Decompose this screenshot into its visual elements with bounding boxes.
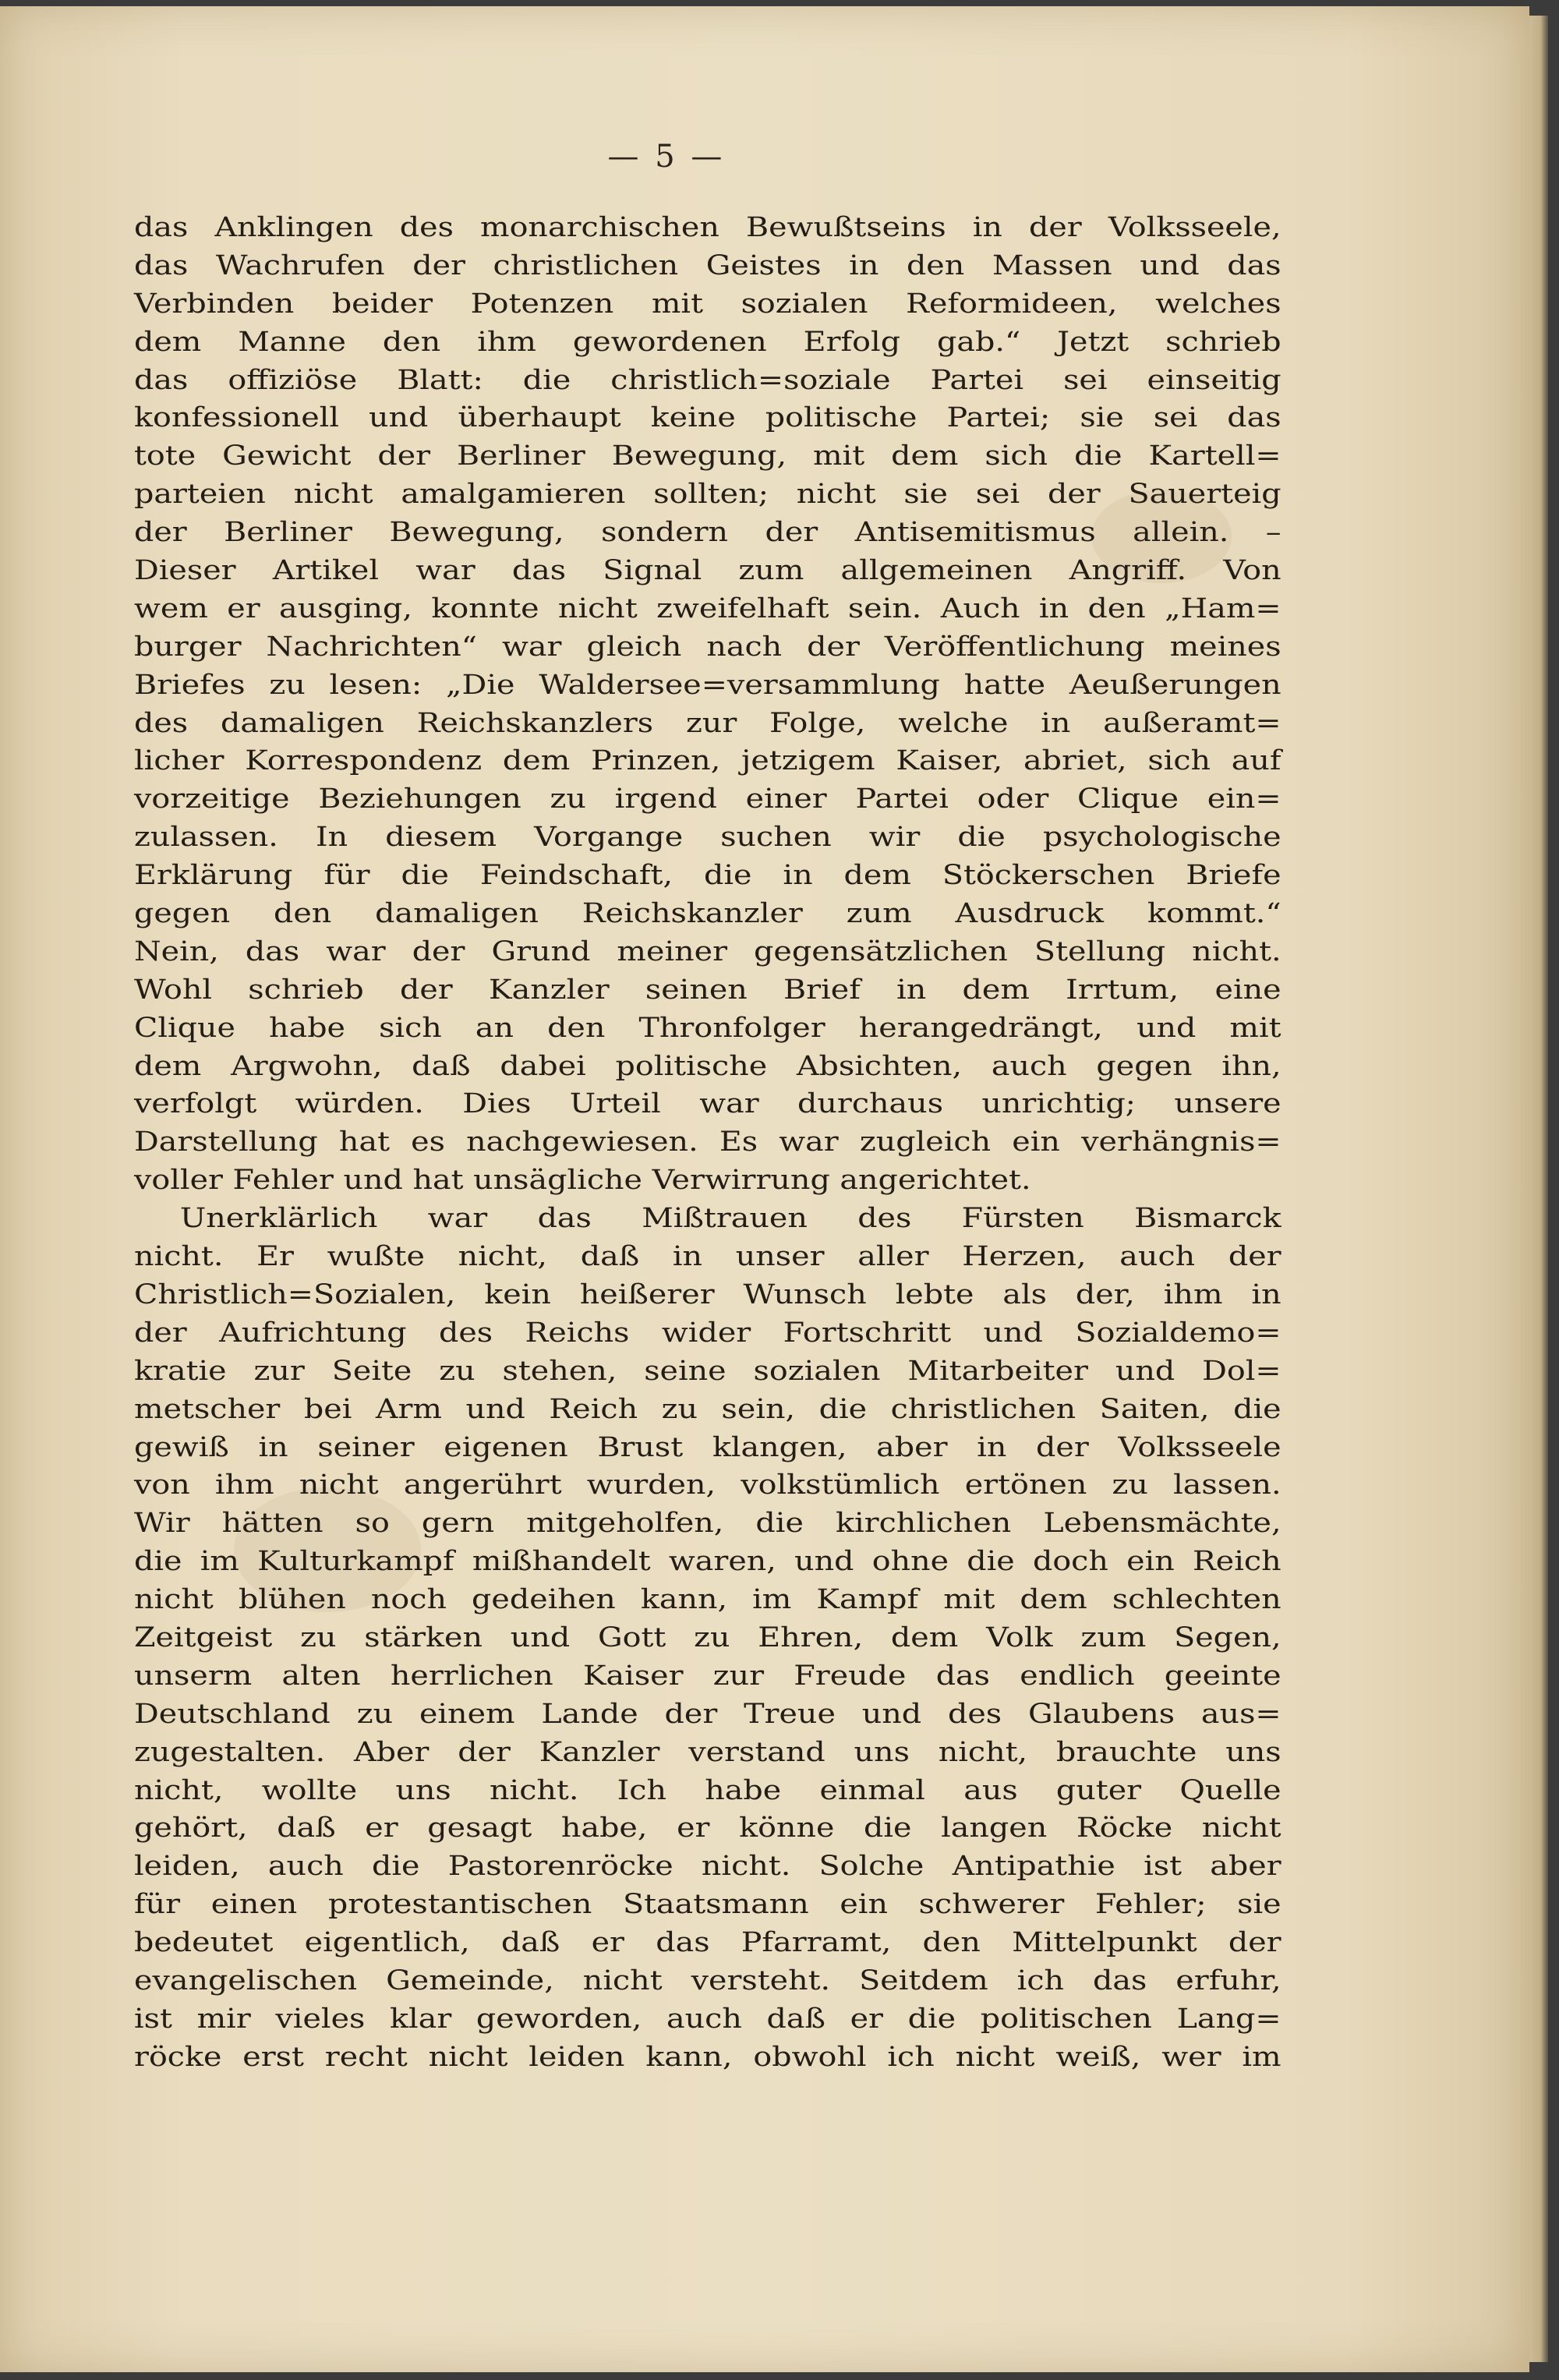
text-line: Christlich=Sozialen, kein heißerer Wunsch lebte als der, ihm in: [134, 1278, 1281, 1310]
text-line: Verbinden beider Potenzen mit sozialen Reformideen, welches: [134, 288, 1281, 320]
text-line: zulassen. In diesem Vorgange suchen wir die psychologische: [134, 822, 1281, 854]
text-line: von ihm nicht angerührt wurden, volkstümlich ertönen zu lassen.: [134, 1469, 1281, 1501]
book-page: [0, 6, 1529, 2372]
text-line: tote Gewicht der Berliner Bewegung, mit dem sich die Kartell=: [134, 440, 1281, 472]
text-line: gewiß in seiner eigenen Brust klangen, aber in der Volksseele: [134, 1431, 1281, 1463]
text-line: burger Nachrichten“ war gleich nach der Veröffentlichung meines: [134, 631, 1281, 663]
text-line: gehört, daß er gesagt habe, er könne die langen Röcke nicht: [134, 1812, 1281, 1844]
text-line: evangelischen Gemeinde, nicht versteht. Seitdem ich das erfuhr,: [134, 1964, 1281, 1996]
text-line: Dieser Artikel war das Signal zum allgemeinen Angriff. Von: [134, 555, 1281, 587]
text-line: nicht, wollte uns nicht. Ich habe einmal aus guter Quelle: [134, 1774, 1281, 1806]
text-line: Wir hätten so gern mitgeholfen, die kirchlichen Lebensmächte,: [134, 1508, 1281, 1540]
text-line: röcke erst recht nicht leiden kann, obwohl ich nicht weiß, wer im: [134, 2041, 1281, 2073]
text-line: des damaligen Reichskanzlers zur Folge, welche in außeramt=: [134, 707, 1281, 739]
text-line: nicht. Er wußte nicht, daß in unser aller Herzen, auch der: [134, 1241, 1281, 1273]
text-line: das Anklingen des monarchischen Bewußtseins in der Volksseele,: [134, 212, 1281, 243]
text-line: dem Manne den ihm gewordenen Erfolg gab.“ Jetzt schrieb: [134, 326, 1281, 358]
text-line: das offiziöse Blatt: die christlich=soziale Partei sei einseitig: [134, 364, 1281, 396]
text-line: Erklärung für die Feindschaft, die in dem Stöckerschen Briefe: [134, 860, 1281, 892]
text-line: Unerklärlich war das Mißtrauen des Fürsten Bismarck: [179, 1203, 1281, 1235]
text-line: Darstellung hat es nachgewiesen. Es war zugleich ein verhängnis=: [134, 1126, 1281, 1158]
text-line: wem er ausging, konnte nicht zweifelhaft sein. Auch in den „Ham=: [134, 592, 1281, 624]
text-line: voller Fehler und hat unsägliche Verwirrung angerichtet.: [134, 1165, 1031, 1197]
text-line: Briefes zu lesen: „Die Waldersee=versammlung hatte Aeußerungen: [134, 669, 1281, 701]
text-line: Deutschland zu einem Lande der Treue und des Glaubens aus=: [134, 1698, 1281, 1730]
text-line: leiden, auch die Pastorenröcke nicht. Solche Antipathie ist aber: [134, 1851, 1281, 1883]
text-line: für einen protestantischen Staatsmann ein schwerer Fehler; sie: [134, 1889, 1281, 1921]
text-line: gegen den damaligen Reichskanzler zum Ausdruck kommt.“: [134, 898, 1281, 930]
page-number: — 5 —: [607, 139, 726, 175]
page-edge: [1529, 16, 1548, 2362]
text-line: Clique habe sich an den Thronfolger herangedrängt, und mit: [134, 1012, 1281, 1044]
text-line: ist mir vieles klar geworden, auch daß er die politischen Lang=: [134, 2003, 1281, 2035]
text-line: kratie zur Seite zu stehen, seine sozialen Mitarbeiter und Dol=: [134, 1355, 1281, 1387]
body-text: [134, 209, 1281, 2077]
text-line: bedeutet eigentlich, daß er das Pfarramt, den Mittelpunkt der: [134, 1927, 1281, 1959]
text-line: das Wachrufen der christlichen Geistes in den Massen und das: [134, 249, 1281, 281]
text-line: vorzeitige Beziehungen zu irgend einer Partei oder Clique ein=: [134, 783, 1281, 815]
text-line: verfolgt würden. Dies Urteil war durchaus unrichtig; unsere: [134, 1088, 1281, 1120]
text-line: der Berliner Bewegung, sondern der Antisemitismus allein. –: [134, 517, 1281, 549]
text-line: Zeitgeist zu stärken und Gott zu Ehren, dem Volk zum Segen,: [134, 1621, 1281, 1653]
text-line: der Aufrichtung des Reichs wider Fortschritt und Sozialdemo=: [134, 1317, 1281, 1349]
text-line: dem Argwohn, daß dabei politische Absichten, auch gegen ihn,: [134, 1050, 1281, 1082]
text-line: metscher bei Arm und Reich zu sein, die christlichen Saiten, die: [134, 1393, 1281, 1425]
text-line: nicht blühen noch gedeihen kann, im Kampf mit dem schlechten: [134, 1584, 1281, 1616]
text-line: parteien nicht amalgamieren sollten; nicht sie sei der Sauerteig: [134, 479, 1281, 511]
text-line: konfessionell und überhaupt keine politische Partei; sie sei das: [134, 402, 1281, 434]
text-line: Nein, das war der Grund meiner gegensätzlichen Stellung nicht.: [134, 935, 1281, 967]
text-line: zugestalten. Aber der Kanzler verstand uns nicht, brauchte uns: [134, 1736, 1281, 1768]
text-line: die im Kulturkampf mißhandelt waren, und ohne die doch ein Reich: [134, 1546, 1281, 1578]
text-line: Wohl schrieb der Kanzler seinen Brief in dem Irrtum, eine: [134, 974, 1281, 1006]
text-line: unserm alten herrlichen Kaiser zur Freude das endlich geeinte: [134, 1660, 1281, 1692]
text-line: licher Korrespondenz dem Prinzen, jetzigem Kaiser, abriet, sich auf: [134, 745, 1281, 777]
